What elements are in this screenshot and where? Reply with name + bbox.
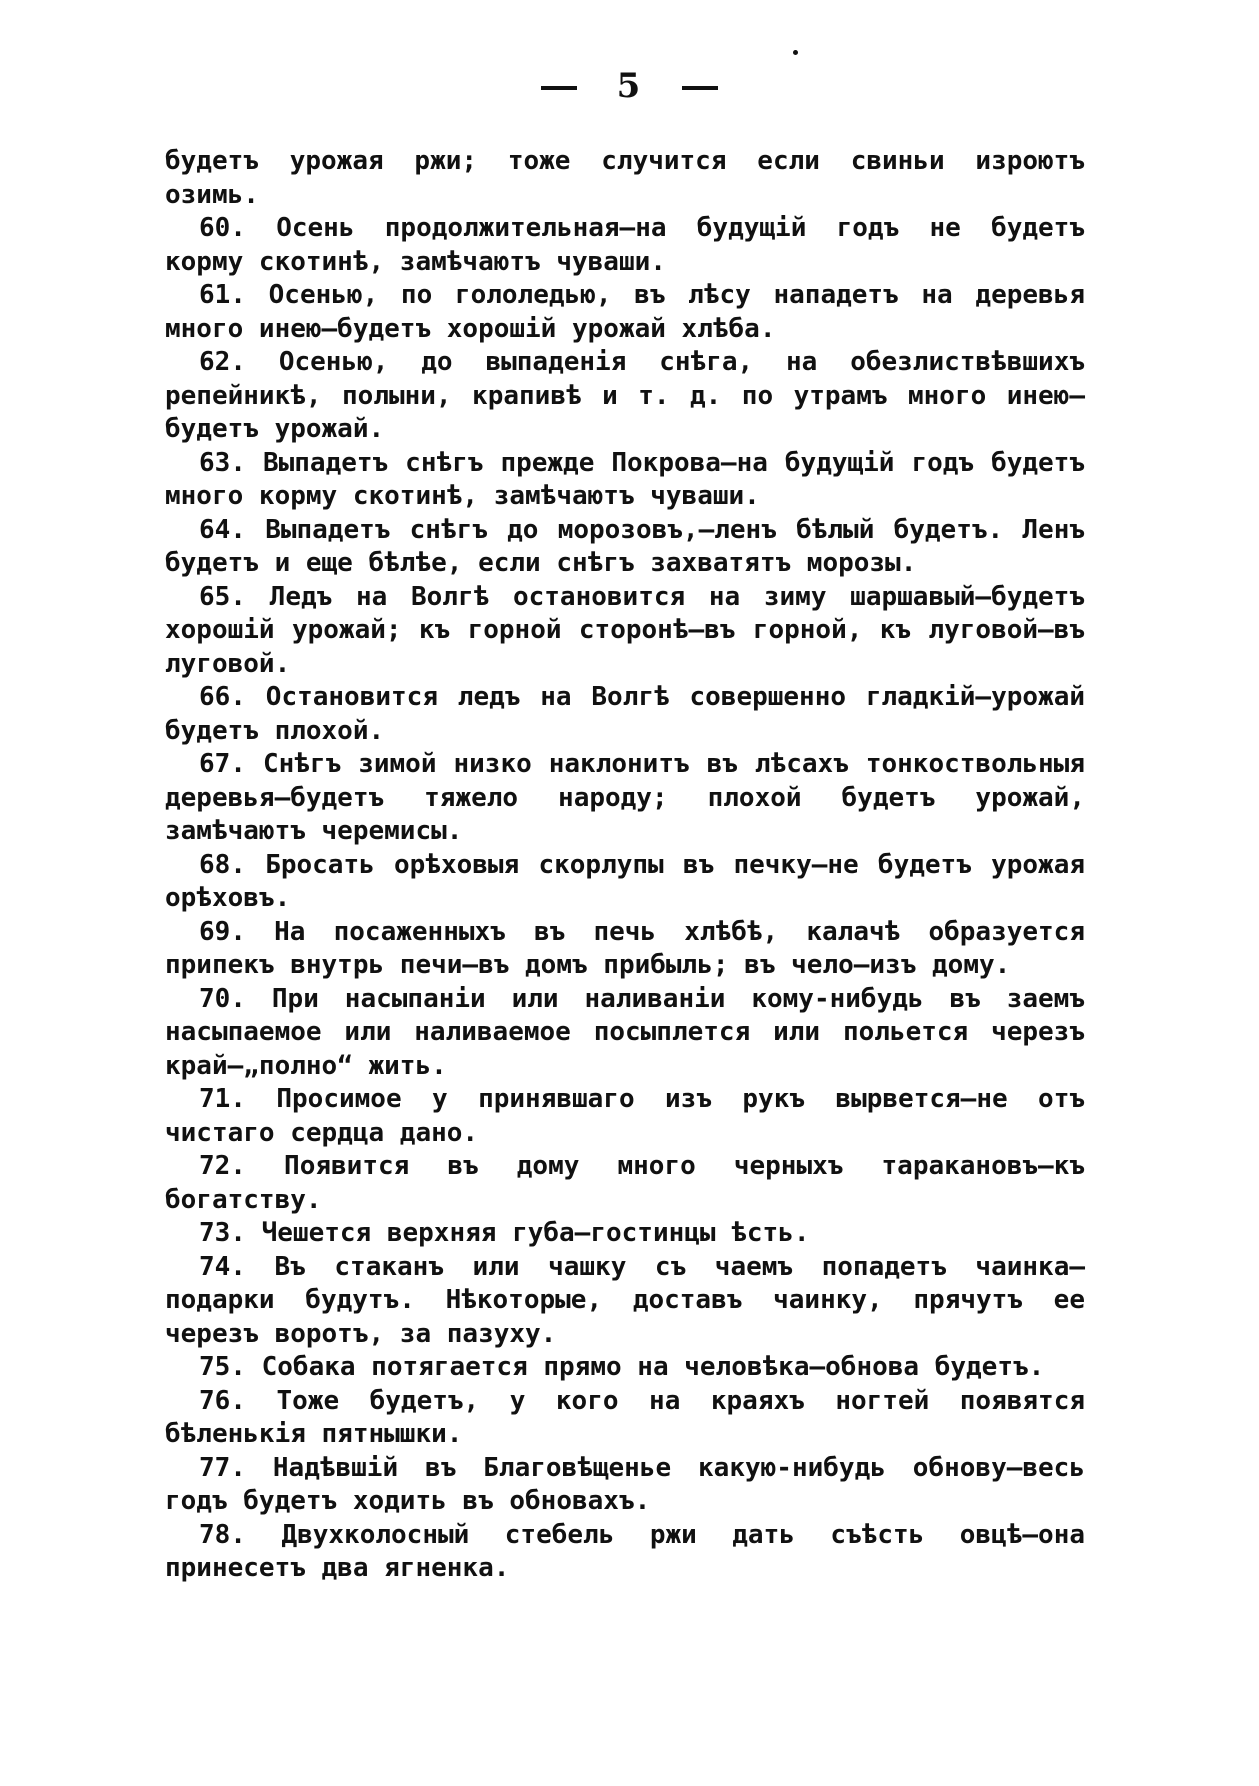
entry-71: 71. Просимое у принявшаго изъ рукъ вырвется—не отъ чистаго сердца дано. [165, 1084, 1085, 1148]
entry-65: 65. Ледъ на Волгѣ остановится на зиму шаршавый—будетъ хорошій урожай; къ горной сторонѣ—въ горной, къ луговой—въ луговой. [165, 581, 1085, 679]
header-right-dash [682, 86, 718, 90]
entry-70: 70. При насыпаніи или наливаніи кому-нибудь въ заемъ насыпаемое или наливаемое посыплется или польется черезъ край—„полно“ жить. [165, 983, 1085, 1081]
entry-64: 64. Выпадетъ снѣгъ до морозовъ,—ленъ бѣлый будетъ. Ленъ будетъ и еще бѣлѣе, если снѣгъ захватятъ морозы. [165, 514, 1085, 578]
page-number: 5 [616, 66, 643, 106]
entry-73: 73. Чешется верхняя губа—гостинцы ѣсть. [199, 1218, 810, 1248]
entry-76: 76. Тоже будетъ, у кого на краяхъ ногтей появятся бѣленькія пятнышки. [165, 1385, 1085, 1449]
entry-62: 62. Осенью, до выпаденія снѣга, на обезлиствѣвшихъ репейникѣ, полыни, крапивѣ и т. д. по утрамъ много инею—будетъ урожай. [165, 347, 1085, 444]
header-left-dash [541, 86, 577, 90]
entry-74: 74. Въ стаканъ или чашку съ чаемъ попадетъ чаинка—подарки будутъ. Нѣкоторые, доставъ чаинку, прячутъ ее черезъ воротъ, за пазуху. [165, 1251, 1085, 1349]
entry-77: 77. Надѣвшій въ Благовѣщенье какую-нибудь обнову—весь годъ будетъ ходить въ обновахъ. [165, 1452, 1085, 1516]
continuation-paragraph: будетъ урожая ржи; тоже случится если свиньи изроютъ озимь. [165, 146, 1085, 210]
entry-66: 66. Остановится ледъ на Волгѣ совершенно гладкій—урожай будетъ плохой. [165, 682, 1085, 746]
entry-78: 78. Двухколосный стебель ржи дать съѣсть овцѣ—она принесетъ два ягненка. [165, 1519, 1085, 1583]
entry-75: 75. Собака потягается прямо на человѣка—обнова будетъ. [199, 1352, 1045, 1382]
entry-63: 63. Выпадетъ снѣгъ прежде Покрова—на будущій годъ будетъ много корму скотинѣ, замѣчаютъ чуваши. [165, 447, 1085, 511]
page-header [0, 66, 1259, 106]
entry-68: 68. Бросать орѣховыя скорлупы въ печку—не будетъ урожая орѣховъ. [165, 849, 1085, 913]
entry-72: 72. Появится въ дому много черныхъ таракановъ—къ богатству. [165, 1151, 1085, 1215]
entry-60: 60. Осень продолжительная—на будущій годъ не будетъ корму скотинѣ, замѣчаютъ чуваши. [165, 213, 1085, 277]
main-text [165, 145, 1085, 1586]
entry-69: 69. На посаженныхъ въ печь хлѣбѣ, калачѣ образуется припекъ внутрь печи—въ домъ прибыль; въ чело—изъ дому. [165, 916, 1085, 980]
entry-61: 61. Осенью, по гололедью, въ лѣсу нападетъ на деревья много инею—будетъ хорошій урожай хлѣба. [165, 280, 1085, 344]
entry-67: 67. Снѣгъ зимой низко наклонитъ въ лѣсахъ тонкоствольныя деревья—будетъ тяжело народу; плохой будетъ урожай, замѣчаютъ черемисы. [165, 749, 1085, 846]
ink-speck [793, 50, 798, 55]
